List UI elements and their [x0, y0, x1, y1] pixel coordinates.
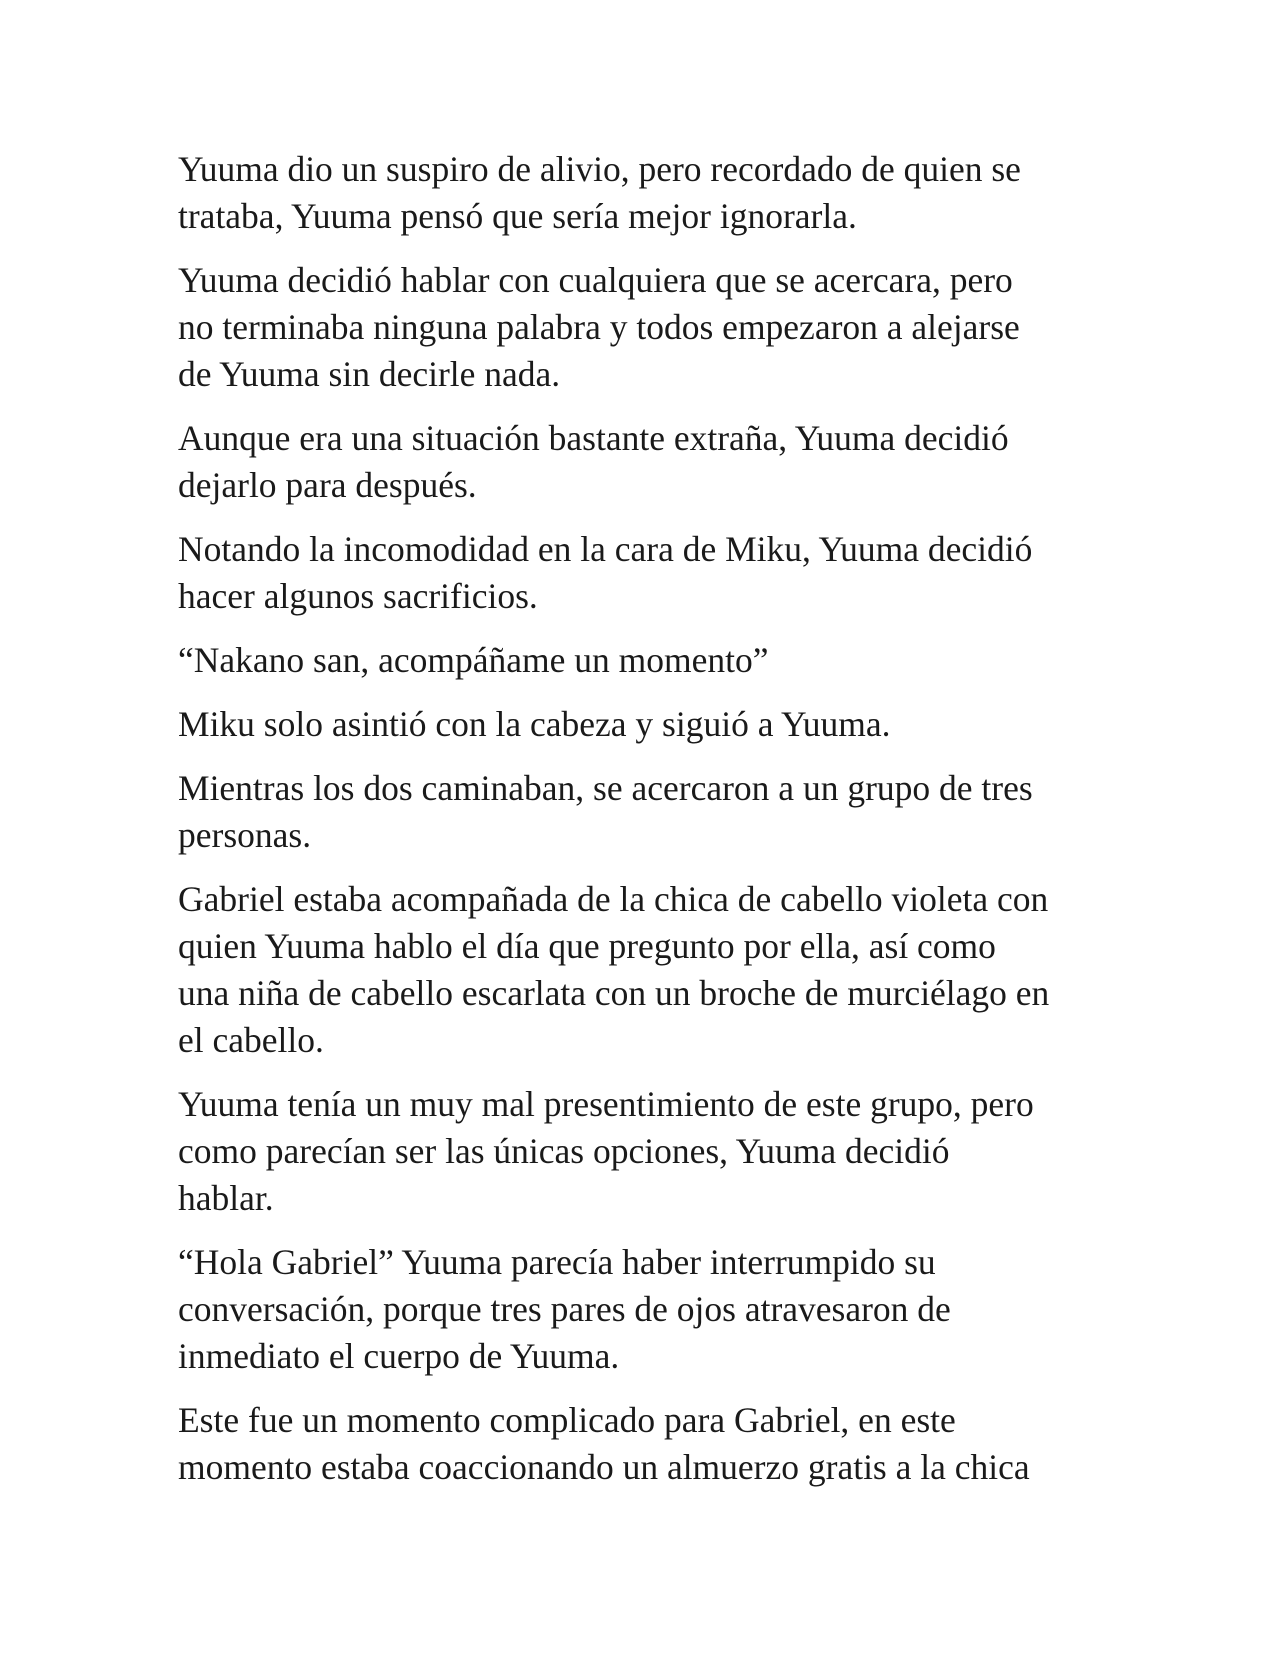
paragraph-4: Notando la incomodidad en la cara de Miku, Yuuma decidió hacer algunos sacrificios.: [178, 529, 1033, 616]
paragraph-10: “Hola Gabriel” Yuuma parecía haber interrumpido su conversación, porque tres pares de ojos atravesaron de inmediato el cuerpo de Yuuma.: [178, 1242, 951, 1376]
paragraph-8: Gabriel estaba acompañada de la chica de cabello violeta con quien Yuuma hablo el día que pregunto por ella, así como una niña de cabello escarlata con un broche de murciélago en el cabello.: [178, 879, 1050, 1060]
paragraph-6: Miku solo asintió con la cabeza y siguió a Yuuma.: [178, 704, 891, 744]
paragraph-1: Yuuma dio un suspiro de alivio, pero recordado de quien se trataba, Yuuma pensó que sería mejor ignorarla.: [178, 149, 1021, 236]
paragraph-5: “Nakano san, acompáñame un momento”: [178, 640, 769, 680]
paragraph-3: Aunque era una situación bastante extraña, Yuuma decidió dejarlo para después.: [178, 418, 1009, 505]
paragraph-7: Mientras los dos caminaban, se acercaron a un grupo de tres personas.: [178, 768, 1033, 855]
paragraph-2: Yuuma decidió hablar con cualquiera que se acercara, pero no terminaba ninguna palabra y todos empezaron a alejarse de Yuuma sin decirle nada.: [178, 260, 1020, 394]
paragraph-9: Yuuma tenía un muy mal presentimiento de este grupo, pero como parecían ser las únicas opciones, Yuuma decidió hablar.: [178, 1084, 1034, 1218]
paragraph-11: Este fue un momento complicado para Gabriel, en este momento estaba coaccionando un almuerzo gratis a la chica: [178, 1400, 1030, 1487]
document-body: [178, 146, 1118, 1508]
